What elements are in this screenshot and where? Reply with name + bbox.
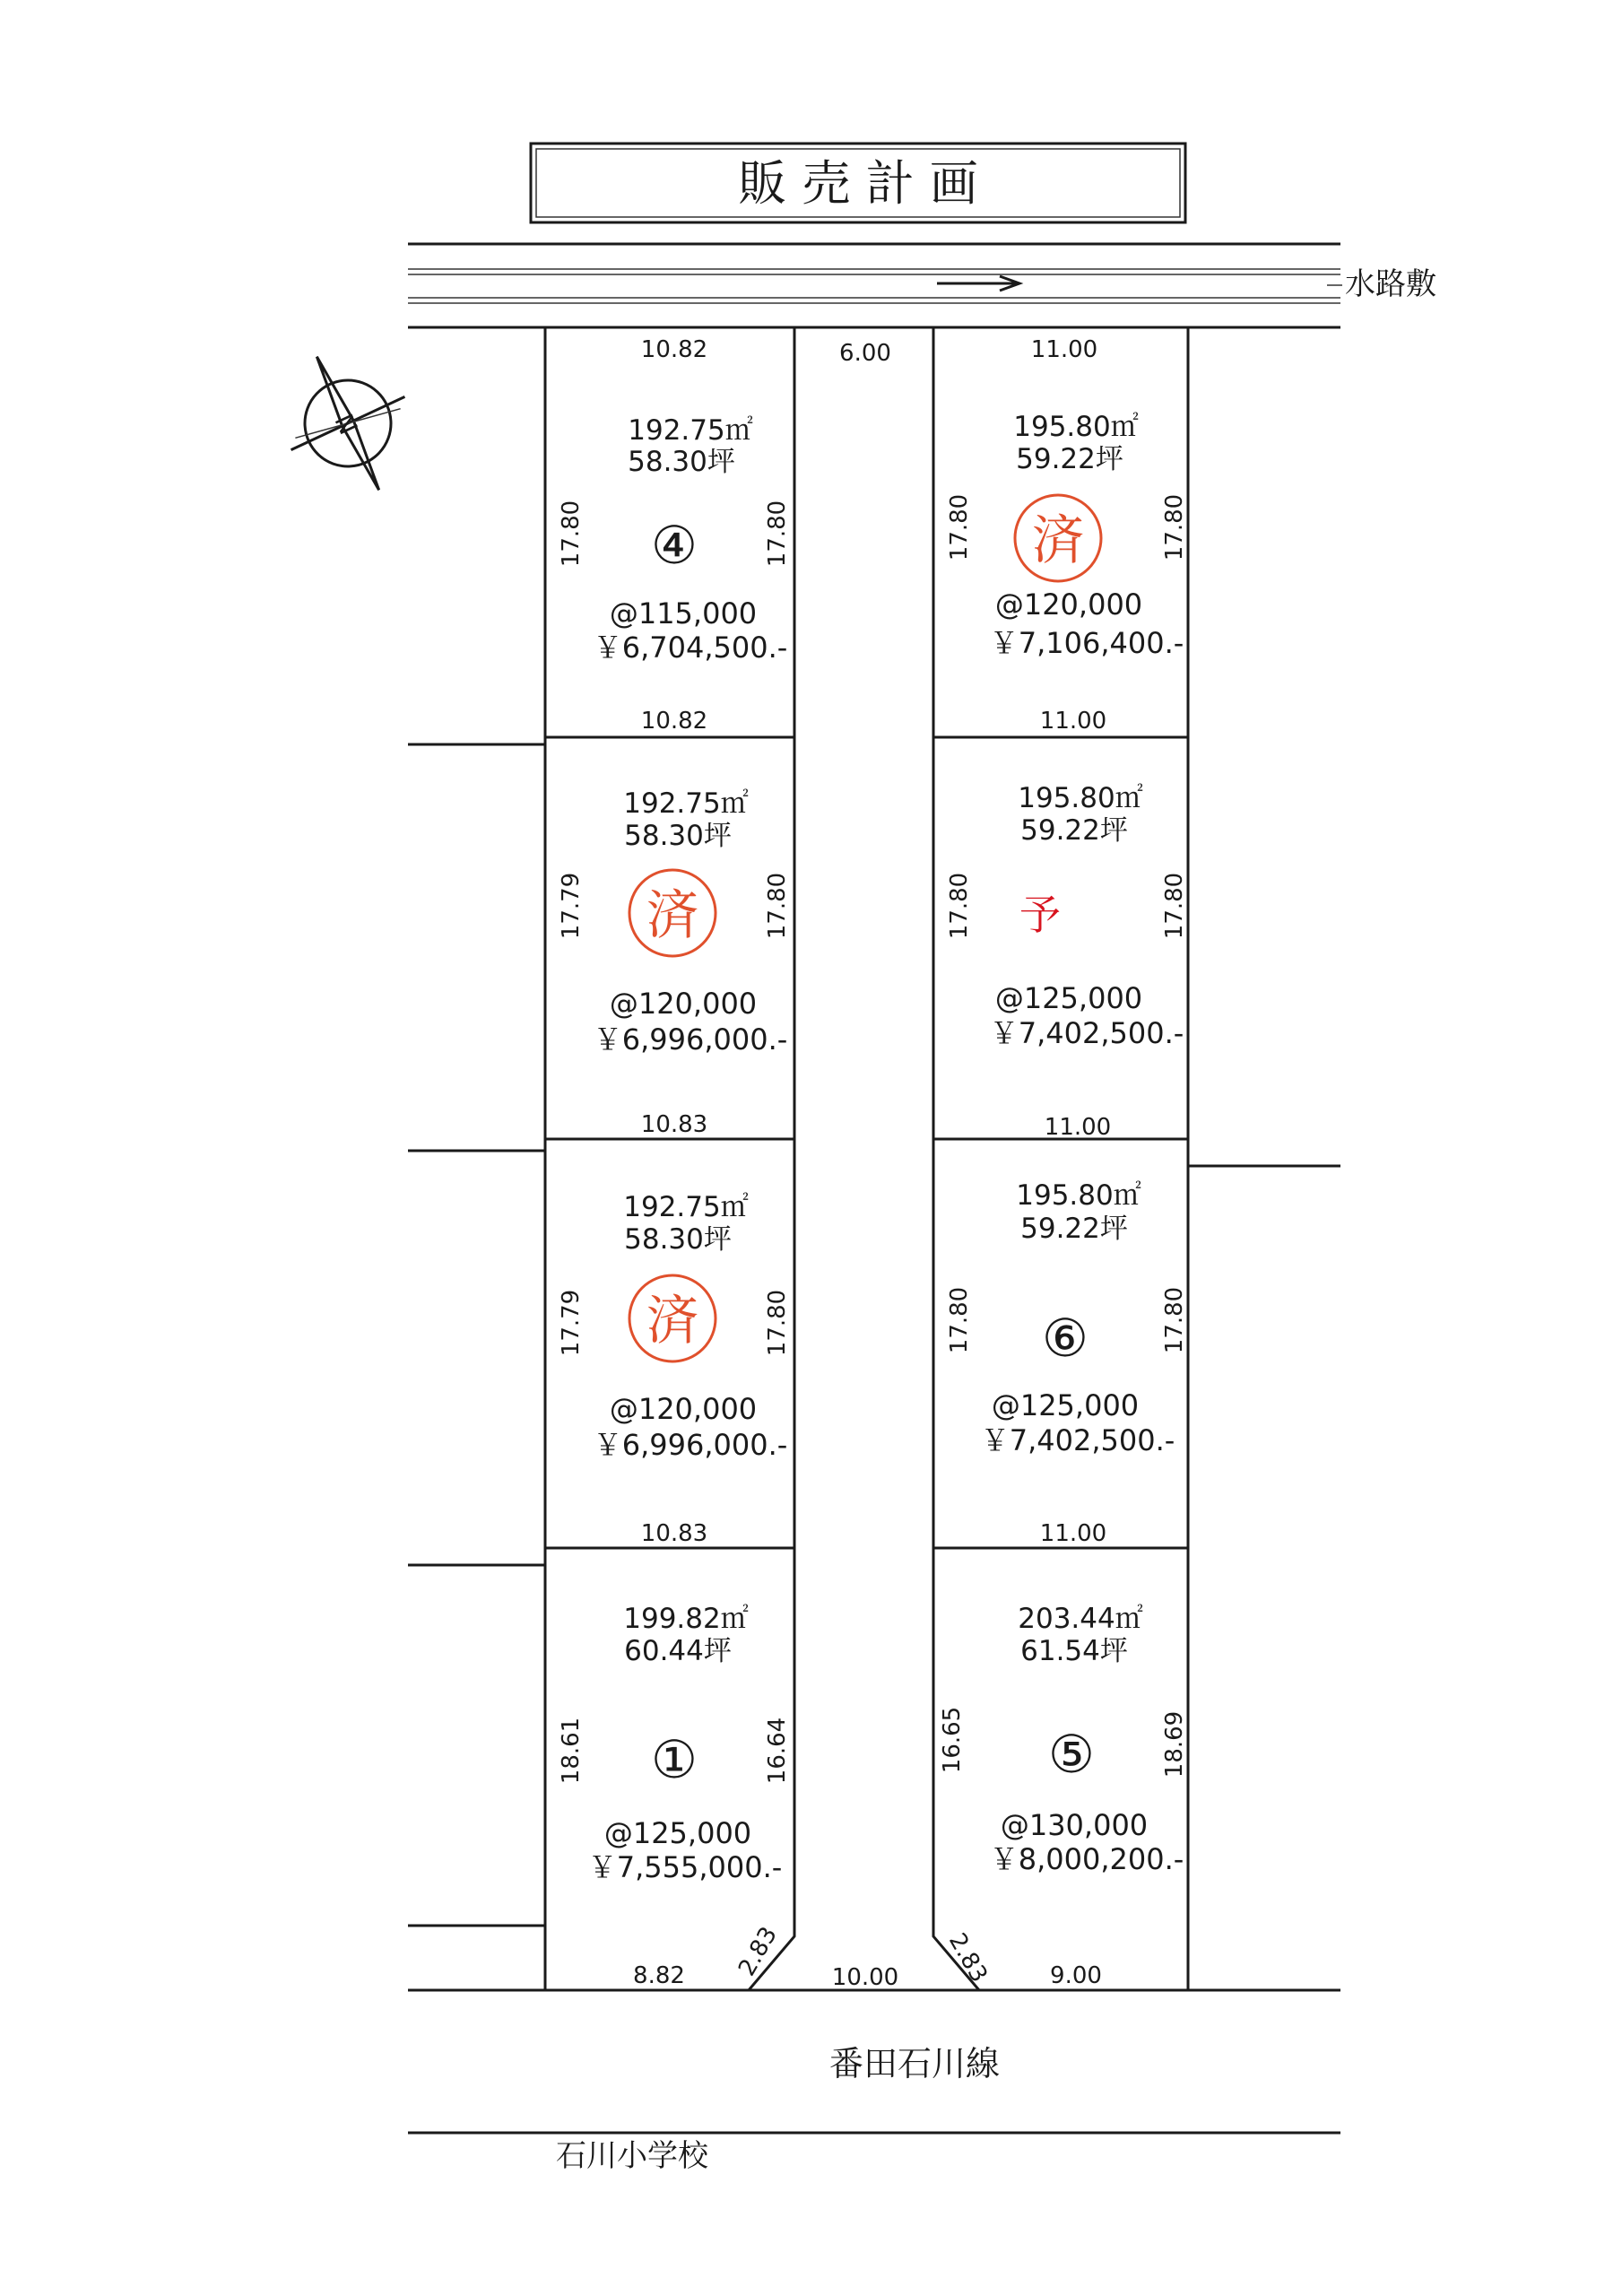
- lot-dimension: 17.80: [764, 872, 791, 940]
- lot-dimension: 9.00: [1050, 1962, 1102, 1989]
- lot-total-price: ￥8,000,200.-: [989, 1842, 1184, 1876]
- lot-dimension: 11.00: [1044, 1114, 1112, 1141]
- lot-area-tsubo: 58.30坪: [624, 820, 732, 852]
- lot-unit-price: @115,000: [609, 596, 758, 631]
- corner-cut-label: 2.83: [733, 1922, 784, 1981]
- lot-area-tsubo: 61.54坪: [1020, 1635, 1128, 1667]
- lot-dimension: 16.64: [764, 1717, 791, 1785]
- lot-dimension: 17.80: [1161, 1286, 1188, 1354]
- lot-unit-price: @120,000: [609, 1392, 758, 1426]
- compass-n-label: N: [328, 409, 364, 439]
- lot-total-price: ￥7,402,500.-: [980, 1423, 1175, 1457]
- lot-dimension: 18.61: [558, 1717, 585, 1785]
- lot-3[interactable]: [558, 787, 791, 1138]
- lot-dimension: 10.83: [640, 1111, 708, 1138]
- lot-unit-price: @120,000: [609, 987, 758, 1021]
- lot-total-price: ￥7,402,500.-: [989, 1016, 1184, 1050]
- page-title: 販 売 計 画: [738, 155, 978, 212]
- lot-dimension: 17.80: [946, 493, 973, 561]
- lot-total-price: ￥6,704,500.-: [593, 631, 788, 665]
- lot-total-price: ￥6,996,000.-: [593, 1022, 788, 1057]
- lot-dimension: 11.00: [1039, 1520, 1107, 1547]
- svg-text:済: 済: [1031, 509, 1085, 570]
- lot-5[interactable]: [939, 1603, 1188, 1989]
- lot-area-tsubo: 58.30坪: [628, 446, 735, 478]
- main-road: [408, 1990, 1340, 2174]
- sold-stamp: [629, 1275, 716, 1361]
- lot-area-m2: 195.80㎡: [1013, 411, 1139, 443]
- lot-area-m2: 195.80㎡: [1016, 1179, 1141, 1212]
- lot-dimension: 11.00: [1039, 708, 1107, 735]
- lot-dimension: 11.00: [1030, 336, 1098, 363]
- lot-dimension: 10.82: [640, 708, 708, 735]
- sold-stamp: [1015, 495, 1101, 581]
- lot-2[interactable]: [558, 1191, 791, 1547]
- sold-stamp: [629, 870, 716, 956]
- corner-cut-label: 2.83: [942, 1928, 993, 1987]
- lot-total-price: ￥7,106,400.-: [989, 626, 1184, 660]
- lot-area-m2: 203.44㎡: [1018, 1603, 1143, 1635]
- lot-dimension: 16.65: [939, 1706, 966, 1774]
- lot-dimension: 10.82: [640, 336, 708, 363]
- lot-dimension: 17.80: [1161, 872, 1188, 940]
- lot-unit-price: @125,000: [994, 981, 1143, 1015]
- lot-area-tsubo: 59.22坪: [1020, 814, 1128, 847]
- lot-unit-price: @125,000: [991, 1388, 1140, 1422]
- lot-8[interactable]: [946, 336, 1188, 735]
- lot-area-tsubo: 59.22坪: [1016, 443, 1123, 475]
- reserved-mark: 予: [1019, 891, 1061, 939]
- lot-number: ④: [651, 515, 698, 576]
- lot-dimension: 8.82: [633, 1962, 685, 1989]
- lot-unit-price: @125,000: [603, 1816, 752, 1850]
- lot-unit-price: @120,000: [994, 587, 1143, 622]
- waterway: [408, 244, 1436, 327]
- lot-area-m2: 192.75㎡: [623, 1191, 749, 1223]
- lot-dimension: 18.69: [1161, 1710, 1188, 1779]
- lot-total-price: ￥6,996,000.-: [593, 1428, 788, 1462]
- lot-dimension: 17.79: [558, 1289, 585, 1357]
- lot-7[interactable]: [946, 782, 1188, 1141]
- school-label: 石川小学校: [556, 2138, 708, 2174]
- lot-dimension: 17.80: [946, 1286, 973, 1354]
- lot-dimension: 17.80: [764, 1289, 791, 1357]
- lot-dimension: 17.80: [764, 500, 791, 568]
- lot-number: ①: [651, 1729, 698, 1790]
- lot-area-tsubo: 59.22坪: [1020, 1213, 1128, 1245]
- road-name: 番田石川線: [828, 2044, 1001, 2083]
- lot-dimension: 10.83: [640, 1520, 708, 1547]
- lot-dimension: 17.80: [558, 500, 585, 568]
- north-compass-icon: [260, 330, 436, 517]
- lot-area-m2: 192.75㎡: [623, 787, 749, 820]
- lot-total-price: ￥7,555,000.-: [587, 1850, 783, 1884]
- flow-arrow: [937, 276, 1019, 291]
- lot-area-tsubo: 58.30坪: [624, 1223, 732, 1256]
- lot-dimension: 17.79: [558, 872, 585, 940]
- lot-area-tsubo: 60.44坪: [624, 1635, 732, 1667]
- lot-area-m2: 192.75㎡: [628, 414, 753, 447]
- lot-number: ⑥: [1042, 1308, 1089, 1369]
- lot-area-m2: 199.82㎡: [623, 1603, 749, 1635]
- lot-unit-price: @130,000: [1000, 1808, 1149, 1842]
- svg-text:済: 済: [646, 884, 699, 945]
- lot-number: ⑤: [1048, 1724, 1095, 1785]
- neighbor-boundaries-right: [1188, 327, 1340, 1166]
- svg-text:済: 済: [646, 1290, 699, 1351]
- lot-4[interactable]: [558, 336, 791, 735]
- road-width-label: 6.00: [839, 340, 891, 367]
- title-box: [531, 144, 1185, 222]
- neighbor-boundaries-left: [408, 327, 545, 1926]
- lot-dimension: 17.80: [946, 872, 973, 940]
- lot-dimension: 17.80: [1161, 493, 1188, 561]
- road-frontage-label: 10.00: [831, 1964, 899, 1991]
- lot-area-m2: 195.80㎡: [1018, 782, 1143, 814]
- waterway-label: 水路敷: [1345, 266, 1436, 302]
- lot-6[interactable]: [946, 1179, 1188, 1547]
